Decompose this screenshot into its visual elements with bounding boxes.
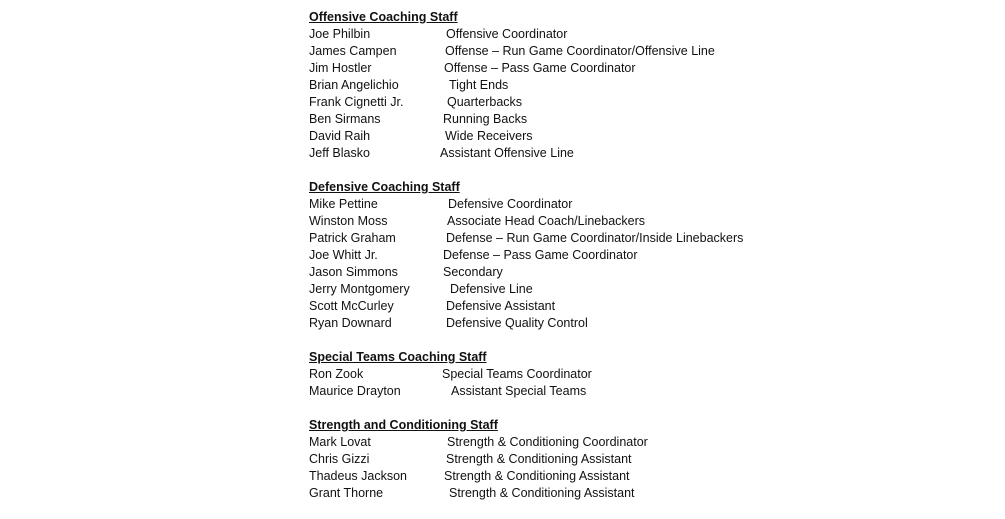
staff-name: Ryan Downard xyxy=(309,316,392,330)
staff-name: Scott McCurley xyxy=(309,299,394,313)
staff-role: Special Teams Coordinator xyxy=(442,367,592,381)
staff-role: Strength & Conditioning Coordinator xyxy=(447,435,648,449)
staff-name: Ben Sirmans xyxy=(309,112,381,126)
staff-role: Offensive Coordinator xyxy=(446,27,568,41)
staff-role: Assistant Offensive Line xyxy=(440,146,574,160)
staff-row xyxy=(309,247,869,264)
staff-name: Jerry Montgomery xyxy=(309,282,410,296)
staff-name: Grant Thorne xyxy=(309,486,384,500)
staff-row xyxy=(309,60,869,77)
staff-row xyxy=(309,434,869,451)
staff-row xyxy=(309,383,869,400)
staff-name: Joe Whitt Jr. xyxy=(309,248,378,262)
staff-role: Wide Receivers xyxy=(445,129,533,143)
staff-role: Offense – Run Game Coordinator/Offensive Line xyxy=(445,44,715,58)
staff-row xyxy=(309,315,869,332)
staff-role: Strength & Conditioning Assistant xyxy=(444,469,630,483)
staff-row xyxy=(309,281,869,298)
staff-row xyxy=(309,451,869,468)
staff-role: Secondary xyxy=(443,265,503,279)
staff-name: Jim Hostler xyxy=(309,61,372,75)
staff-role: Defensive Line xyxy=(450,282,533,296)
staff-name: Chris Gizzi xyxy=(309,452,370,466)
staff-role: Tight Ends xyxy=(449,78,509,92)
staff-role: Defensive Assistant xyxy=(446,299,556,313)
staff-name: Thadeus Jackson xyxy=(309,469,407,483)
section-title: Strength and Conditioning Staff xyxy=(309,418,498,432)
staff-name: Joe Philbin xyxy=(309,27,371,41)
staff-role: Associate Head Coach/Linebackers xyxy=(447,214,646,228)
staff-role: Strength & Conditioning Assistant xyxy=(446,452,632,466)
staff-name: Winston Moss xyxy=(309,214,388,228)
staff-role: Defensive Quality Control xyxy=(446,316,588,330)
staff-name: Jason Simmons xyxy=(309,265,398,279)
staff-name: James Campen xyxy=(309,44,397,58)
staff-role: Defense – Run Game Coordinator/Inside Linebackers xyxy=(446,231,744,245)
section-defense xyxy=(309,179,869,332)
section-strength-conditioning xyxy=(309,417,869,502)
staff-row xyxy=(309,145,869,162)
staff-role: Running Backs xyxy=(443,112,528,126)
staff-name: Jeff Blasko xyxy=(309,146,370,160)
staff-name: Brian Angelichio xyxy=(309,78,399,92)
section-special-teams xyxy=(309,349,869,400)
staff-role: Defense – Pass Game Coordinator xyxy=(443,248,638,262)
staff-row xyxy=(309,366,869,383)
staff-name: Mike Pettine xyxy=(309,197,378,211)
staff-row xyxy=(309,94,869,111)
staff-name: Mark Lovat xyxy=(309,435,371,449)
staff-row xyxy=(309,485,869,502)
staff-role: Defensive Coordinator xyxy=(448,197,573,211)
staff-row xyxy=(309,264,869,281)
section-title: Offensive Coaching Staff xyxy=(309,10,458,24)
staff-name: Maurice Drayton xyxy=(309,384,401,398)
staff-row xyxy=(309,213,869,230)
staff-row xyxy=(309,128,869,145)
staff-role: Offense – Pass Game Coordinator xyxy=(444,61,636,75)
staff-row xyxy=(309,298,869,315)
staff-row xyxy=(309,26,869,43)
staff-row xyxy=(309,77,869,94)
staff-name: David Raih xyxy=(309,129,371,143)
staff-role: Quarterbacks xyxy=(447,95,523,109)
section-title: Defensive Coaching Staff xyxy=(309,180,460,194)
staff-row xyxy=(309,43,869,60)
staff-row xyxy=(309,111,869,128)
staff-name: Patrick Graham xyxy=(309,231,396,245)
staff-document xyxy=(309,9,869,519)
staff-name: Frank Cignetti Jr. xyxy=(309,95,404,109)
section-offense xyxy=(309,9,869,162)
staff-role: Assistant Special Teams xyxy=(451,384,587,398)
section-title: Special Teams Coaching Staff xyxy=(309,350,487,364)
staff-row xyxy=(309,230,869,247)
staff-row xyxy=(309,468,869,485)
staff-role: Strength & Conditioning Assistant xyxy=(449,486,635,500)
staff-name: Ron Zook xyxy=(309,367,364,381)
staff-row xyxy=(309,196,869,213)
